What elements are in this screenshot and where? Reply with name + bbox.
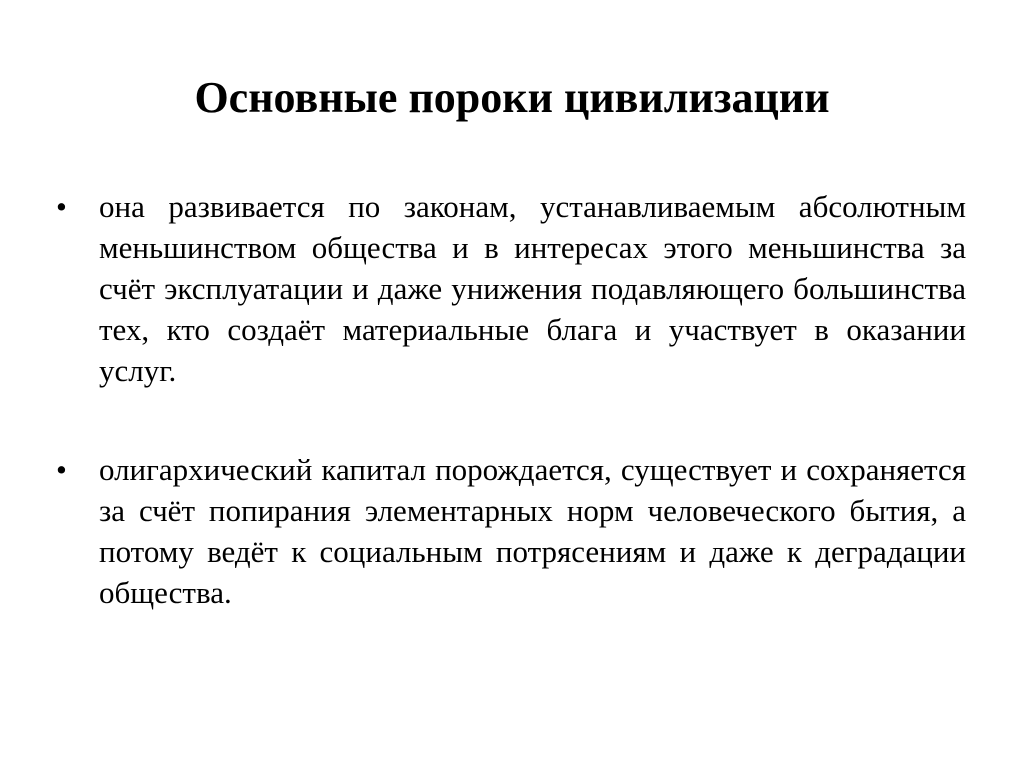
bullet-item bbox=[56, 449, 966, 613]
bullet-icon: • bbox=[56, 189, 67, 224]
bullet-text: она развивается по законам, устанавливаемым абсолютным меньшинством общества и в интересах этого меньшинства за счёт эксплуатации и даже унижения подавляющего большинства тех, кто создаёт материальные блага и участвует в оказании услуг. bbox=[99, 189, 966, 388]
bullet-icon: • bbox=[56, 452, 67, 487]
bullet-list bbox=[56, 186, 966, 671]
slide-title: Основные пороки цивилизации bbox=[194, 73, 830, 122]
bullet-text: олигархический капитал порождается, существует и сохраняется за счёт попирания элементарных норм человеческого бытия, а потому ведёт к социальным потрясениям и даже к деградации общества. bbox=[99, 452, 966, 610]
bullet-item bbox=[56, 186, 966, 391]
